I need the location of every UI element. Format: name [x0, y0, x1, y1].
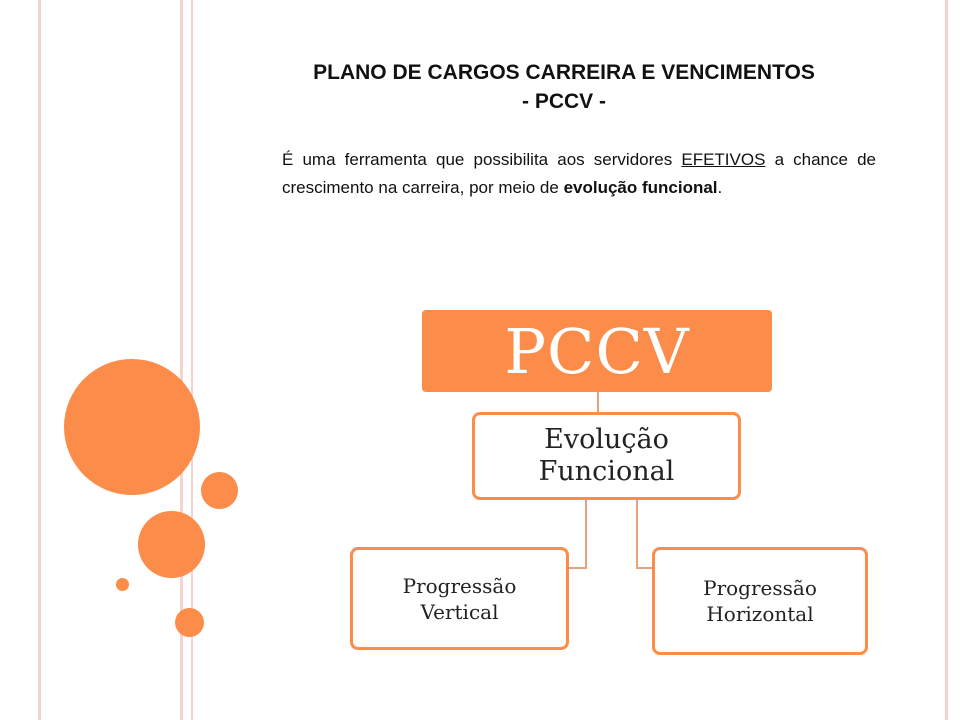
connector-middle-left: [569, 500, 586, 568]
diagram-node-right-label: Progressão Horizontal: [703, 576, 817, 626]
diagram-node-left: [350, 547, 569, 650]
decorative-circle-tiny: [116, 578, 129, 591]
diagram-node-left-label: Progressão Vertical: [402, 573, 517, 624]
diagram-node-root: [422, 310, 772, 392]
description-paragraph: [282, 146, 876, 202]
paragraph-underlined: EFETIVOS: [681, 150, 766, 169]
paragraph-bold: evolução funcional: [563, 178, 718, 197]
decorative-circle-small-2: [175, 608, 204, 637]
diagram-node-right: [652, 547, 868, 655]
paragraph-text-2: a chance de crescimento na carreira, por meio de: [282, 150, 877, 197]
paragraph-text-3: .: [717, 178, 723, 197]
decorative-stripe-1: [38, 0, 41, 720]
decorative-circle-small-1: [201, 472, 238, 509]
decorative-circle-medium: [138, 511, 205, 578]
connector-middle-right: [637, 500, 652, 568]
page-title: [240, 58, 888, 116]
decorative-stripe-4: [945, 0, 948, 720]
title-line-1: PLANO DE CARGOS CARREIRA E VENCIMENTOS: [313, 61, 815, 84]
diagram-node-root-label: PCCV: [504, 314, 690, 388]
decorative-circle-large: [64, 359, 200, 495]
diagram-node-middle: [472, 412, 741, 500]
diagram-node-middle-label: Evolução Funcional: [538, 424, 675, 487]
paragraph-text-1: É uma ferramenta que possibilita aos servidores: [282, 150, 682, 169]
title-line-2: - PCCV -: [522, 90, 606, 113]
